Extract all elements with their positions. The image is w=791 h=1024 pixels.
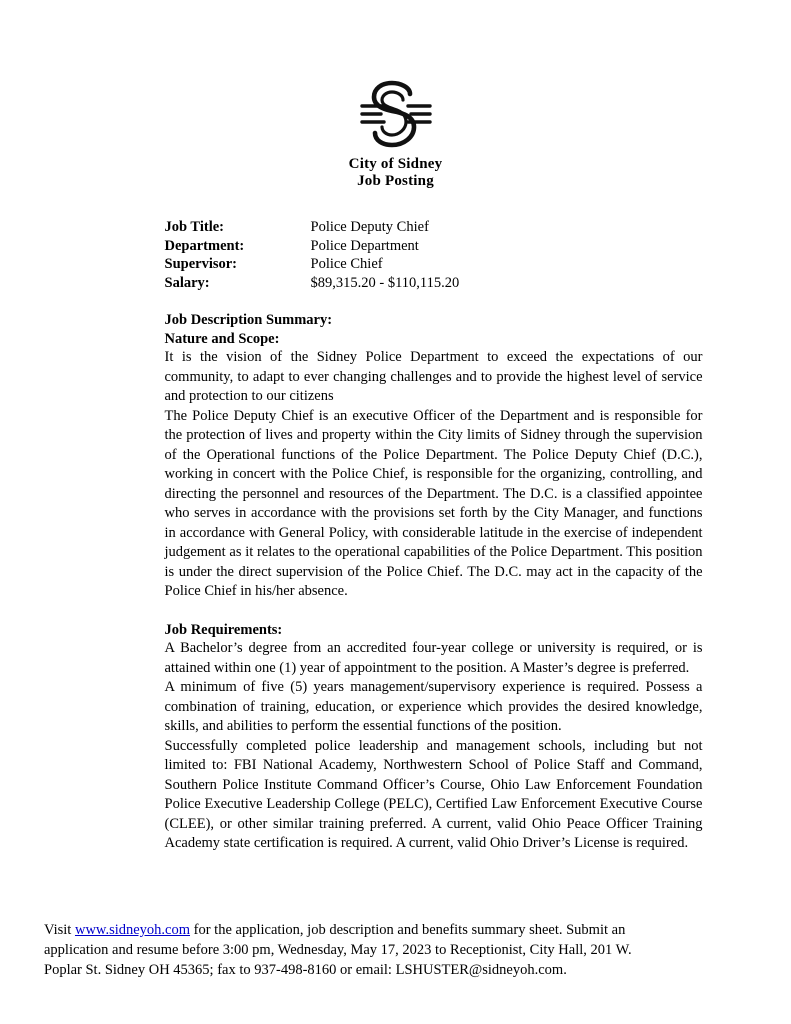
website-link[interactable]: www.sidneyoh.com [74, 922, 191, 938]
meta-label-supervisor: Supervisor: [164, 256, 237, 272]
meta-label-department: Department: [164, 237, 245, 254]
paragraph-education-requirement: A Bachelor’s degree from an accredited four-year college or university is required, or is attained within one (1) year of appointment to the position. A Master’s degree is preferred. [164, 640, 703, 676]
footer-line-1-rest: for the application, job description and benefits summary sheet. Submit an [190, 922, 626, 938]
table-row [165, 274, 460, 293]
footer-line-2: application and resume before 3:00 pm, Wednesday, May 17, 2023 to Receptionist, City Hall, 201 W. [44, 942, 632, 958]
letterhead [0, 0, 791, 190]
table-row [165, 218, 460, 237]
organization-name: City of Sidney [348, 156, 443, 172]
table-row [165, 255, 460, 274]
footer-line-1 [44, 920, 747, 940]
table-row [165, 237, 460, 256]
meta-value-salary: $89,315.20 - $110,115.20 [310, 274, 460, 291]
meta-label-job-title: Job Title: [164, 219, 224, 235]
footer-line-3: Poplar St. Sidney OH 45365; fax to 937-498-8160 or email: LSHUSTER@sidneyoh.com. [44, 962, 567, 978]
meta-label-salary: Salary: [164, 274, 210, 291]
sidney-s-monogram-logo-icon [0, 78, 791, 150]
meta-value-job-title: Police Deputy Chief [310, 219, 429, 235]
heading-job-description-summary: Job Description Summary: [164, 312, 333, 328]
heading-nature-and-scope: Nature and Scope: [164, 330, 280, 347]
document-type-title: Job Posting [357, 173, 434, 189]
job-meta-table [165, 218, 460, 292]
paragraph-vision-statement: It is the vision of the Sidney Police Department to exceed the expectations of our community, to adapt to ever changing challenges and to provide the highest level of service and protection to our citizens [164, 349, 703, 404]
paragraph-experience-requirement: A minimum of five (5) years management/supervisory experience is required. Possess a combination of training, education, or experience which provides the desired knowledge, skills, and abilities to perform the essential functions of the position. [164, 679, 703, 734]
document-content [89, 218, 703, 854]
paragraph-training-requirement: Successfully completed police leadership and management schools, including but not limited to: FBI National Academy, Northwestern School of Police Staff and Command, Southern Police Institute Command Officer’s Course, Ohio Law Enforcement Foundation Police Executive Leadership College (PELC), Certified Law Enforcement Executive Course (CLEE), or other similar training preferred. A current, valid Ohio Peace Officer Training Academy state certification is required. A current, valid Ohio Driver’s License is required. [164, 737, 703, 851]
meta-value-supervisor: Police Chief [310, 256, 383, 272]
heading-job-requirements: Job Requirements: [164, 621, 283, 638]
paragraph-position-overview: The Police Deputy Chief is an executive Officer of the Department and is responsible for the protection of lives and property within the City limits of Sidney through the supervision of the Operational functions of the Police Department. The Police Deputy Chief (D.C.), working in concert with the Police Chief, is responsible for the organizing, controlling, and directing the personnel and resources of the Department. The D.C. is a classified appointee who serves in accordance with the provisions set forth by the City Manager, and functions in accordance with General Policy, with considerable latitude in the exercise of independent judgement as it relates to the operational capabilities of the Police Department. This position is under the direct supervision of the Police Chief. The D.C. may act in the capacity of the Police Chief in his/her absence. [164, 407, 703, 599]
application-instructions [0, 920, 791, 980]
meta-value-department: Police Department [310, 237, 419, 254]
footer-visit-prefix: Visit [44, 922, 75, 938]
